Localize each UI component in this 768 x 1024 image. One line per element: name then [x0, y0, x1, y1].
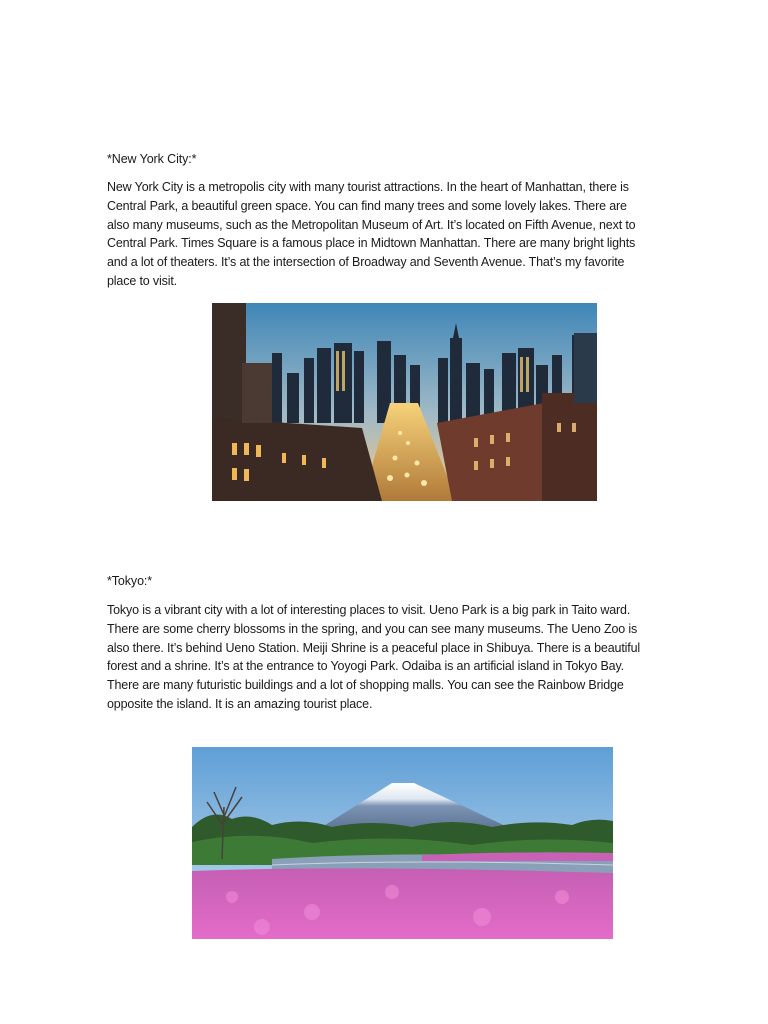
- paragraph-line: Central Park, a beautiful green space. You can find many trees and some lovely lakes. There are: [107, 198, 627, 213]
- paragraph-line: Central Park. Times Square is a famous place in Midtown Manhattan. There are many bright lights: [107, 236, 636, 251]
- paragraph-line: There are some cherry blossoms in the spring, and you can see many museums. The Ueno Zoo is: [107, 621, 638, 636]
- paragraph-line: Tokyo is a vibrant city with a lot of interesting places to visit. Ueno Park is a big park in Taito ward.: [107, 603, 631, 617]
- section-paragraph-new-york: [107, 178, 667, 291]
- paragraph-line: place to visit.: [107, 273, 178, 288]
- paragraph-line: opposite the island. It is an amazing tourist place.: [107, 696, 373, 711]
- section-heading-new-york: *New York City:*: [107, 152, 197, 166]
- section-paragraph-tokyo: [107, 601, 667, 714]
- paragraph-line: and a lot of theaters. It’s at the intersection of Broadway and Seventh Avenue. That’s my favorite: [107, 255, 625, 270]
- paragraph-line: also many museums, such as the Metropolitan Museum of Art. It’s located on Fifth Avenue, next to: [107, 217, 636, 232]
- paragraph-line: also there. It’s behind Ueno Station. Meiji Shrine is a peaceful place in Shibuya. There is a beautiful: [107, 640, 641, 655]
- tokyo-mount-fuji-photo: [192, 747, 613, 939]
- paragraph-line: forest and a shrine. It’s at the entrance to Yoyogi Park. Odaiba is an artificial island in Tokyo Bay.: [107, 659, 624, 674]
- new-york-city-photo: [212, 303, 597, 501]
- section-heading-tokyo: *Tokyo:*: [107, 574, 153, 588]
- paragraph-line: New York City is a metropolis city with many tourist attractions. In the heart of Manhattan, there is: [107, 180, 629, 194]
- paragraph-line: There are many futuristic buildings and a lot of shopping malls. You can see the Rainbow Bridge: [107, 678, 624, 693]
